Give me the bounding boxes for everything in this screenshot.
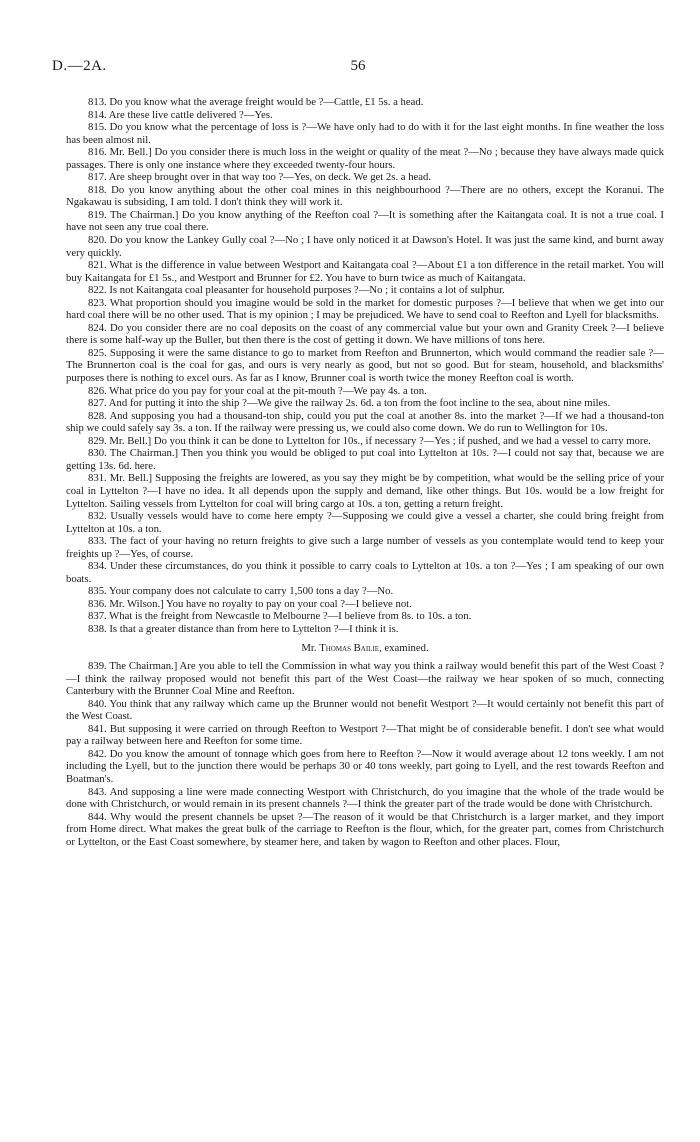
witness-heading bbox=[66, 642, 664, 655]
paragraph: 830. The Chairman.] Then you think you would be obliged to put coal into Lyttelton at 10s. ?—I could not say that, because we are getting 13s. 6d. here. bbox=[66, 447, 664, 472]
paragraph: 824. Do you consider there are no coal deposits on the coast of any commercial value but your own and Granity Creek ?—I believe there is some half-way up the Buller, but then there is the cost of getting it down. We have millions of tons here. bbox=[66, 321, 664, 347]
paragraph: 827. And for putting it into the ship ?—We give the railway 2s. 6d. a ton from the foot incline to the sea, about nine miles. bbox=[88, 397, 611, 410]
document-body bbox=[66, 96, 664, 848]
paragraph: 825. Supposing it were the same distance to go to market from Reefton and Brunnerton, which would command the readier sale ?—The Brunnerton coal is the coal for gas, and ours is very nearly as good, but not so good. But for steam, household, and blacksmiths' purposes there is nothing to excel ours. As far as I know, Brunner coal is worth twice the money Reefton coal is worth. bbox=[66, 346, 664, 385]
paragraph: 814. Are these live cattle delivered ?—Yes. bbox=[88, 108, 273, 121]
paragraph: 836. Mr. Wilson.] You have no royalty to pay on your coal ?—I believe not. bbox=[88, 597, 412, 610]
paragraph: 829. Mr. Bell.] Do you think it can be done to Lyttelton for 10s., if necessary ?—Yes ; if pushed, and we had a vessel to carry more. bbox=[88, 434, 651, 447]
paragraph: 843. And supposing a line were made connecting Westport with Christchurch, do you imagine that the whole of the trade would be done with Christchurch, or would remain in its present channels ?—I think the greater part of the trade would be done with Christchurch. bbox=[66, 785, 664, 811]
paragraph: 822. Is not Kaitangata coal pleasanter for household purposes ?—No ; it contains a lot of sulphur. bbox=[88, 284, 505, 297]
heading-prefix: Mr. bbox=[301, 641, 320, 654]
paragraph: 818. Do you know anything about the other coal mines in this neighbourhood ?—There are no others, except the Koranui. The Ngakawau is subsiding, I am told. I don't think they will work it. bbox=[66, 183, 664, 209]
paragraph: 819. The Chairman.] Do you know anything of the Reefton coal ?—It is something after the Kaitangata coal. It is not a true coal. I have not seen any true coal there. bbox=[66, 208, 664, 234]
paragraph: 821. What is the difference in value between Westport and Kaitangata coal ?—About £1 a ton difference in the retail market. You will buy Kaitangata for £1 5s., and Westport and Brunner for £2. You have to burn twice as much of Kaitangata. bbox=[66, 259, 664, 284]
heading-suffix: , examined. bbox=[379, 641, 429, 654]
paragraph: 832. Usually vessels would have to come here empty ?—Supposing we could give a vessel a charter, she could bring freight from Lyttelton at 10s. a ton. bbox=[66, 510, 664, 535]
page-number: 56 bbox=[350, 58, 366, 74]
page-header bbox=[52, 58, 664, 82]
paragraph: 826. What price do you pay for your coal at the pit-mouth ?—We pay 4s. a ton. bbox=[88, 384, 427, 397]
paragraph: 839. The Chairman.] Are you able to tell the Commission in what way you think a railway would benefit this part of the West Coast ?—I think the railway proposed would not benefit this part of the West Coast—the railway we hear spoken of so much, connecting Canterbury with the Brunner Coal Mine and Reefton. bbox=[66, 660, 664, 698]
witness-name: Thomas Bailie bbox=[319, 641, 380, 654]
paragraph: 828. And supposing you had a thousand-ton ship, could you put the coal at another 8s. into the market ?—If we had a thousand-ton ship we could safely say 3s. a ton. If the railway were pressing us, we could also come down. We do run to Wellington for 10s. bbox=[66, 409, 664, 435]
paragraph: 823. What proportion should you imagine would be sold in the market for domestic purposes ?—I believe that when we get into our hard coal there will be no other used. That is my opinion ; I may be prejudiced. We have to send coal to Reefton and Lyell for blacksmiths. bbox=[66, 296, 664, 322]
paragraph: 838. Is that a greater distance than from here to Lyttelton ?—I think it is. bbox=[88, 622, 399, 635]
paragraph: 815. Do you know what the percentage of loss is ?—We have only had to do with it for the last eight months. In fine weather the loss has been almost nil. bbox=[66, 121, 664, 146]
paragraph: 820. Do you know the Lankey Gully coal ?—No ; I have only noticed it at Dawson's Hotel. It was just the same kind, and burnt away very quickly. bbox=[66, 234, 664, 259]
paragraph: 841. But supposing it were carried on through Reefton to Westport ?—That might be of considerable benefit. I don't see what would pay a railway between here and Reefton for some time. bbox=[66, 722, 664, 748]
paragraph: 840. You think that any railway which came up the Brunner would not benefit Westport ?—It would certainly not benefit this part of the West Coast. bbox=[66, 697, 664, 723]
paragraph: 816. Mr. Bell.] Do you consider there is much loss in the weight or quality of the meat ?—No ; because they have always made quick passages. There is only one instance where they exceeded twenty-four hours. bbox=[66, 146, 664, 171]
paragraph: 844. Why would the present channels be upset ?—The reason of it would be that Christchurch is a larger market, and they import from Home direct. What makes the great bulk of the carriage to Reefton is the flour, which, for the greater part, comes from Christchurch or Lyttelton, or the East Coast somewhere, by steamer here, and taken by wagon to Reefton and other places. Flour, bbox=[66, 810, 664, 848]
paragraph: 835. Your company does not calculate to carry 1,500 tons a day ?—No. bbox=[88, 585, 394, 598]
paragraph: 813. Do you know what the average freight would be ?—Cattle, £1 5s. a head. bbox=[88, 96, 424, 108]
paragraph: 833. The fact of your having no return freights to give such a large number of vessels as you contemplate would tend to keep your freights up ?—Yes, of course. bbox=[66, 535, 664, 560]
paragraph: 831. Mr. Bell.] Supposing the freights are lowered, as you say they might be by competition, what would be the selling price of your coal in Lyttelton ?—I have no idea. It all depends upon the supply and demand, like other things. But 10s. would be a low freight for Lyttelton. Sailing vessels from Lyttelton for coal will bring cargo at 10s. a ton, getting a return freight. bbox=[66, 472, 664, 510]
paragraph: 834. Under these circumstances, do you think it possible to carry coals to Lyttelton at 10s. a ton ?—Yes ; I am speaking of our own boats. bbox=[66, 560, 664, 585]
paragraph: 837. What is the freight from Newcastle to Melbourne ?—I believe from 8s. to 10s. a ton. bbox=[88, 610, 472, 623]
document-id: D.—2A. bbox=[52, 58, 107, 74]
paragraph: 817. Are sheep brought over in that way too ?—Yes, on deck. We get 2s. a head. bbox=[88, 171, 432, 184]
paragraph: 842. Do you know the amount of tonnage which goes from here to Reefton ?—Now it would average about 12 tons weekly. I am not including the Lyell, but to the junction there would be perhaps 30 or 40 tons weekly, part going to Lyell, and the rest towards Reefton and Boatman's. bbox=[66, 747, 664, 785]
